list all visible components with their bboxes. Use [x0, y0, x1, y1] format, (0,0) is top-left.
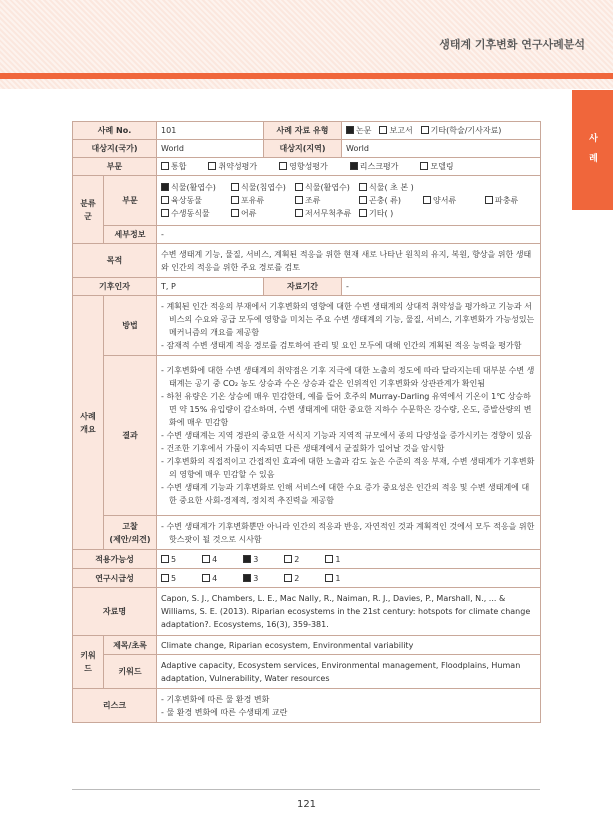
purpose-value: 수변 생태계 기능, 물질, 서비스, 계획된 적응을 위한 현재 새로 나타난 원칙의 유지, 복원, 향상을 위한 생태와 인간의 적응을 위한 주요 경로를 검토: [157, 244, 541, 278]
unchecked-box-icon: [359, 196, 367, 204]
checkbox-option-label: 영향성평가: [289, 162, 328, 171]
checkbox-option-label: 파충류: [495, 196, 519, 205]
classification-row: [161, 194, 536, 207]
checkbox-option: [231, 207, 287, 220]
keywords-label: 키워드: [73, 636, 104, 689]
doc-type-label: 사례 자료 유형: [264, 122, 342, 140]
checkbox-option: [359, 207, 415, 220]
checkbox-option-label: 리스크평가: [359, 162, 399, 171]
list-item: - 기후변화에 따른 물 환경 변화: [161, 693, 536, 706]
detail-label: 세부정보: [104, 226, 157, 244]
reference-label: 자료명: [73, 588, 157, 636]
checkbox-option-label: 2: [294, 573, 300, 583]
unchecked-box-icon: [208, 162, 216, 170]
checkbox-option-label: 2: [294, 554, 300, 564]
unchecked-box-icon: [161, 555, 169, 563]
checkbox-option-label: 5: [171, 554, 177, 564]
unchecked-box-icon: [202, 555, 210, 563]
unchecked-box-icon: [202, 574, 210, 582]
unchecked-box-icon: [231, 209, 239, 217]
classification-row: [161, 207, 536, 220]
country-value: World: [157, 140, 264, 158]
checkbox-option-label: 양서류: [433, 196, 457, 205]
unchecked-box-icon: [161, 196, 169, 204]
checkbox-option-label: 어류: [241, 209, 257, 218]
unchecked-box-icon: [359, 209, 367, 217]
checked-box-icon: [161, 183, 169, 191]
result-label: 결과: [104, 356, 157, 516]
checkbox-option-label: 4: [212, 554, 218, 564]
risk-label: 리스크: [73, 689, 157, 723]
checked-box-icon: [346, 126, 354, 134]
checkbox-option: [161, 207, 223, 220]
checkbox-option-label: 곤충( 류): [369, 196, 401, 205]
checkbox-option: [295, 181, 351, 194]
sector-options: [157, 158, 541, 176]
list-item: - 건조한 기후에서 가뭄이 지속되면 다른 생태계에서 균질화가 일어날 것을 암시함: [161, 442, 536, 455]
list-item: - 계획된 인간 적응의 부재에서 기후변화의 영향에 대한 수변 생태계의 상대적 취약성을 평가하고 기능과 서비스의 수요와 공급 모두에 영향을 미치는 주요 수변 생태계의 기능, 물질, 서비스, 기후변화가 가능성있는 메커니즘의 개요를 제공함: [161, 300, 536, 339]
checked-box-icon: [243, 555, 251, 563]
checkbox-option: [243, 553, 258, 566]
discussion-label-main: 고찰: [122, 521, 138, 531]
running-header: 생태계 기후변화 연구사례분석: [439, 38, 585, 51]
checkbox-option: [359, 181, 415, 194]
unchecked-box-icon: [420, 162, 428, 170]
checkbox-option: [325, 572, 340, 585]
applicability-options: [157, 550, 541, 569]
checkbox-option: [423, 194, 477, 207]
checkbox-option-label: 취약성평가: [218, 162, 258, 171]
page-number: 121: [296, 799, 317, 810]
checkbox-option: [346, 124, 371, 137]
checkbox-option-label: 저서무척추류: [305, 209, 352, 218]
checkbox-option: [295, 207, 351, 220]
unchecked-box-icon: [279, 162, 287, 170]
checkbox-option-label: 식물(활엽수): [305, 183, 350, 192]
checkbox-option-label: 식물( 초 본 ): [369, 183, 414, 192]
discussion-content: [157, 516, 541, 550]
keyword-value: Adaptive capacity, Ecosystem services, Environmental management, Floodplains, Human adaptation, Vulnerability, Water resources: [157, 655, 541, 689]
unchecked-box-icon: [423, 196, 431, 204]
section-tab: 사 례: [572, 90, 613, 210]
title-abstract-label: 제목/초록: [104, 636, 157, 655]
checkbox-option: [359, 194, 415, 207]
unchecked-box-icon: [161, 574, 169, 582]
unchecked-box-icon: [231, 183, 239, 191]
period-label: 자료기간: [264, 278, 342, 296]
unchecked-box-icon: [161, 209, 169, 217]
checkbox-option-label: 식물(침엽수): [241, 183, 286, 192]
list-item: - 기후변화에 대한 수변 생태계의 취약점은 기후 지극에 대한 노출의 정도에 따라 달라지는데 대부분 수변 생태계는 공기 중 CO₂ 농도 상승과 수온 상승과 같은 인위적인 기후변화와 상관관계가 확인됨: [161, 364, 536, 390]
checkbox-option-label: 5: [171, 573, 177, 583]
unchecked-box-icon: [295, 183, 303, 191]
region-label: 대상지(지역): [264, 140, 342, 158]
checkbox-option-label: 보고서: [389, 126, 413, 135]
checkbox-option: [379, 124, 412, 137]
checkbox-option: [161, 160, 186, 173]
case-no-label: 사례 No.: [73, 122, 157, 140]
unchecked-box-icon: [295, 196, 303, 204]
detail-value: -: [157, 226, 541, 244]
list-item: - 수변 생태계 기능과 기후변화로 인해 서비스에 대한 수요 증가 중요성은 인간의 적응 및 수변 생태계에 대한 중요한 사회-경제적, 정치적 추진력을 제공함: [161, 481, 536, 507]
checkbox-option: [420, 160, 453, 173]
checkbox-option: [421, 124, 502, 137]
reference-value: Capon, S. J., Chambers, L. E., Mac Nally, R., Naiman, R. J., Davies, P., Marshall, N., ... & Williams, S. E. (2013). Riparian ecosystems in the 21st century: hotspots for climate change adaptation?. Ecosystems, 16(3), 359-381.: [157, 588, 541, 636]
checkbox-option: [284, 553, 299, 566]
region-value: World: [342, 140, 541, 158]
purpose-label: 목적: [73, 244, 157, 278]
checkbox-option-label: 1: [335, 573, 341, 583]
checkbox-option-label: 1: [335, 554, 341, 564]
checkbox-option: [243, 572, 258, 585]
unchecked-box-icon: [325, 574, 333, 582]
country-label: 대상지(국가): [73, 140, 157, 158]
overview-label: 사례 개요: [73, 296, 104, 550]
sector-label: 부문: [73, 158, 157, 176]
checkbox-option-label: 육상동물: [171, 196, 202, 205]
unchecked-box-icon: [231, 196, 239, 204]
checkbox-option: [295, 194, 351, 207]
checkbox-option-label: 모델링: [430, 162, 454, 171]
checkbox-option: [202, 553, 217, 566]
checkbox-option-label: 수생동식물: [171, 209, 210, 218]
checkbox-option-label: 통합: [171, 162, 187, 171]
keyword-label: 키워드: [104, 655, 157, 689]
checkbox-option: [284, 572, 299, 585]
classification-row: [161, 181, 536, 194]
urgency-options: [157, 569, 541, 588]
discussion-label-sub: (제안/의견): [109, 534, 151, 544]
unchecked-box-icon: [325, 555, 333, 563]
result-content: [157, 356, 541, 516]
risk-content: [157, 689, 541, 723]
list-item: - 잠재적 수변 생태계 적응 경로를 검토하여 관리 및 요인 모두에 대해 인간의 계획된 적응 능력을 평가함: [161, 339, 536, 352]
checkbox-option: [231, 194, 287, 207]
doc-type-options: [342, 122, 541, 140]
checkbox-option-label: 식물(활엽수): [171, 183, 216, 192]
checkbox-option: [325, 553, 340, 566]
factor-label: 기후인자: [73, 278, 157, 296]
checkbox-option: [485, 194, 537, 207]
checkbox-option: [161, 194, 223, 207]
method-content: [157, 296, 541, 356]
checkbox-option-label: 4: [212, 573, 218, 583]
checkbox-option: [231, 181, 287, 194]
case-no-value: 101: [157, 122, 264, 140]
list-item: - 수변 생태계는 지역 경관의 중요한 서식지 기능과 지역적 규모에서 종의 다양성을 증가시키는 경향이 있음: [161, 429, 536, 442]
checkbox-option: [208, 160, 257, 173]
checkbox-option-label: 조류: [305, 196, 321, 205]
checkbox-option-label: 기타(학술/기사자료): [430, 126, 502, 135]
checkbox-option: [161, 553, 176, 566]
list-item: - 하천 유량은 기온 상승에 매우 민감한데, 예를 들어 호주의 Murray-Darling 유역에서 기온이 1℃ 상승하면 약 15% 유입량이 감소하며, 수변 생태계에 대한 중요한 지하수 수문학은 강수량, 온도, 증발산량의 변화에 매우 민감함: [161, 390, 536, 429]
case-table: [72, 121, 541, 723]
checkbox-option: [279, 160, 328, 173]
checkbox-option-label: 3: [253, 554, 259, 564]
classification-label: 분류군: [73, 176, 104, 244]
unchecked-box-icon: [379, 126, 387, 134]
title-abstract-value: Climate change, Riparian ecosystem, Environmental variability: [157, 636, 541, 655]
classification-grid: [157, 176, 541, 226]
method-label: 방법: [104, 296, 157, 356]
checkbox-option: [161, 181, 223, 194]
unchecked-box-icon: [284, 574, 292, 582]
footer-rule: [72, 789, 540, 790]
list-item: - 물 환경 변화에 따른 수생태계 교란: [161, 706, 536, 719]
unchecked-box-icon: [284, 555, 292, 563]
classification-sub-label: 부문: [104, 176, 157, 226]
checkbox-option: [202, 572, 217, 585]
urgency-label: 연구시급성: [73, 569, 157, 588]
period-value: -: [342, 278, 541, 296]
unchecked-box-icon: [421, 126, 429, 134]
checkbox-option: [161, 572, 176, 585]
checkbox-option-label: 기타( ): [369, 209, 394, 218]
unchecked-box-icon: [161, 162, 169, 170]
unchecked-box-icon: [485, 196, 493, 204]
unchecked-box-icon: [295, 209, 303, 217]
discussion-label: [104, 516, 157, 550]
checked-box-icon: [243, 574, 251, 582]
factor-value: T, P: [157, 278, 264, 296]
header-stripe: [0, 79, 613, 89]
checkbox-option-label: 포유류: [241, 196, 265, 205]
checkbox-option-label: 논문: [356, 126, 372, 135]
checkbox-option-label: 3: [253, 573, 259, 583]
list-item: - 기후변화의 직접적이고 간접적인 효과에 대한 노출과 감도 높은 수준의 적응 부재, 수변 생태계가 기후변화의 영향에 매우 민감할 수 있음: [161, 455, 536, 481]
unchecked-box-icon: [359, 183, 367, 191]
checked-box-icon: [350, 162, 358, 170]
applicability-label: 적용가능성: [73, 550, 157, 569]
checkbox-option: [350, 160, 399, 173]
list-item: - 수변 생태계가 기후변화뿐만 아니라 인간의 적응과 반응, 자연적인 것과 계획적인 것에서 모두 적응을 위한 핫스팟이 될 것으로 시사함: [161, 520, 536, 546]
